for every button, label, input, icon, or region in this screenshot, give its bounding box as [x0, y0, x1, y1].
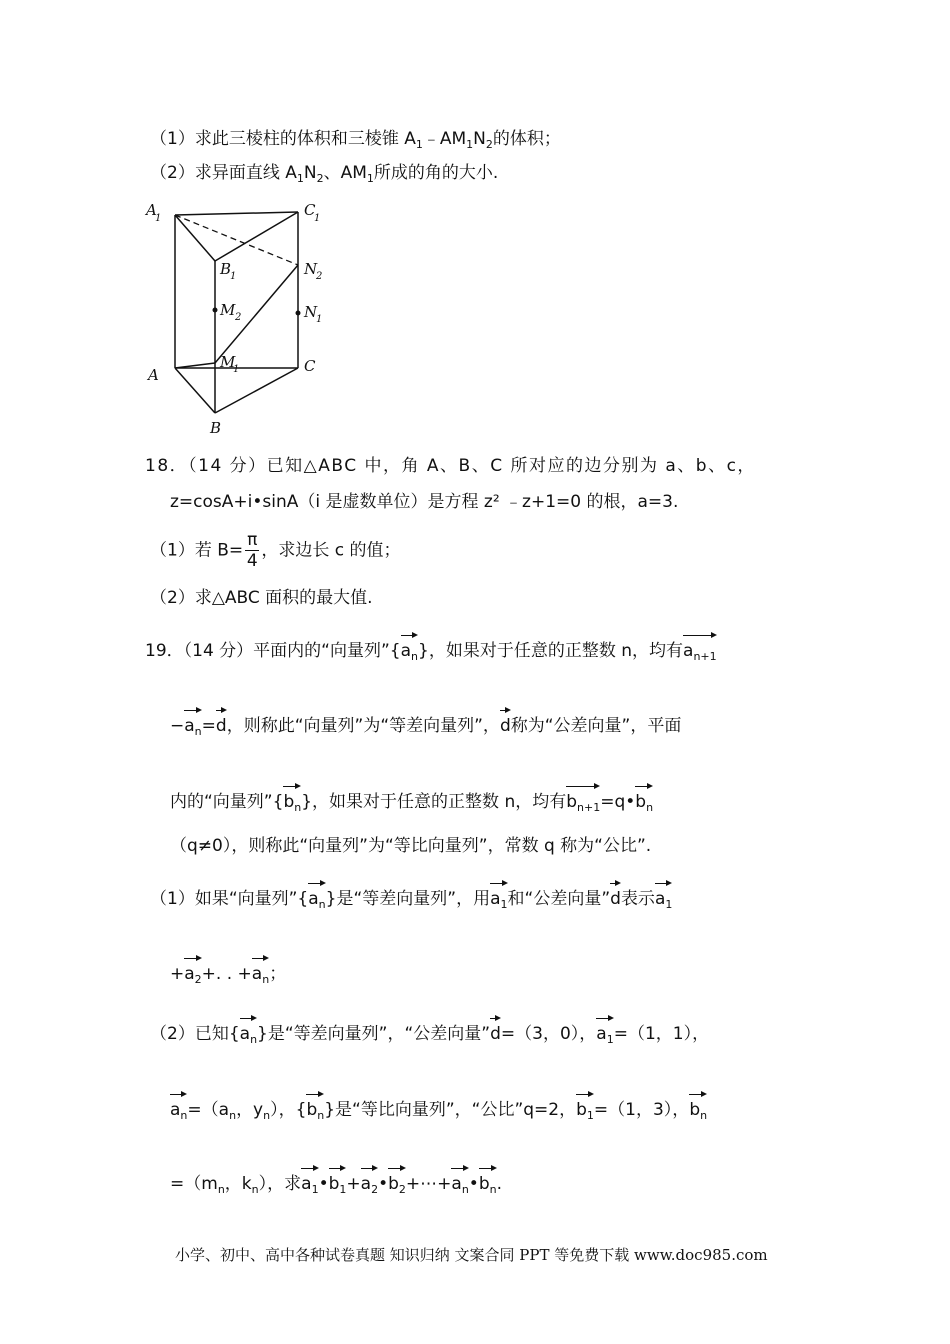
label-a1: A [146, 201, 157, 219]
q19-line3: 内的“向量列$”\{b_n\}$，如果对于任意的正整数 n，均有$b_{n+1}=q•b_n$ [170, 783, 653, 821]
prism-figure [140, 195, 340, 440]
point-n1 [296, 311, 301, 316]
svg-text:1: 1 [230, 271, 237, 282]
label-n2: N [304, 260, 318, 278]
q17-part1: （1）求此三棱柱的体积和三棱锥 $A_1﹣AM_1N_2$的体积； [150, 129, 561, 151]
q19-part2-line3: $=(m_n$，$k_n$），求$a_1•b_1+a_2•b_2+\cdots+a_n•b_n$. [170, 1165, 502, 1203]
q19-line1: 19．（14 分）平面内的“向量列$”\{a_n\}$，如果对于任意的正整数 n，均有$a_{n+1}$ [145, 632, 717, 670]
svg-text:1: 1 [316, 314, 323, 325]
q18-part1: （1）若 B= $\frac{\pi}{4}$ ，求边长 c 的值； [150, 530, 401, 571]
label-b1: B [220, 260, 232, 278]
label-c: C [304, 357, 316, 375]
page-footer: 小学、初中、高中各种试卷真题 知识归纳 文案合同 PPT 等免费下载 www.doc985.com [175, 1246, 768, 1264]
q18-part2: （2）求△ABC 面积的最大值. [150, 588, 373, 608]
q19-line2: $-a_n=d$，则称此“向量列”为“等差向量列”，d称为“公差向量”，平面 [170, 707, 681, 745]
q19-part2-line2: $a_n=(a_n$，$y_n$），$\{b_n\}$是“等比向量列”，“公比”q=2，$b_1=(1$，3），$b_n$ [170, 1091, 707, 1129]
q17-part2: （2）求异面直线 $A_1N_2$、$AM_1$所成的角的大小. [150, 163, 499, 185]
label-c1: C [304, 201, 316, 219]
label-m2: M [220, 301, 236, 319]
q19-part1: （1）如果“向量列$”\{a_n\}$是“等差向量列”，用$a_1$和“公差向量”d表示$a_1$ [150, 880, 672, 918]
label-a: A [148, 366, 159, 384]
pi-over-4: $\frac{\pi}{4}$ [246, 530, 258, 571]
svg-text:1: 1 [155, 213, 162, 224]
label-m1: M [220, 353, 236, 371]
q18-condition: z=cosA+i•sinA（i 是虚数单位）是方程 z² ﹣z+1=0 的根，a=3. [170, 492, 679, 512]
label-b: B [210, 419, 222, 437]
svg-text:1: 1 [314, 213, 321, 224]
point-m2 [213, 308, 218, 313]
q19-part1-line2: $+a_2+$. . $+a_n$； [170, 955, 286, 993]
svg-text:2: 2 [316, 271, 323, 282]
label-n1: N [304, 303, 318, 321]
svg-text:2: 2 [235, 312, 242, 323]
q18-heading: 18．（14 分）已知△ABC 中，角 A、B、C 所对应的边分别为 a、b、c， [145, 456, 756, 476]
q19-line4: （q≠0），则称此“向量列”为“等比向量列”，常数 q 称为“公比”. [170, 836, 652, 856]
q19-part2: （2）已知$\{a_n\}$是“等差向量列”，“公差向量”d=（3，0），$a_1=(1$，1）， [150, 1015, 709, 1053]
svg-text:1: 1 [233, 364, 240, 375]
